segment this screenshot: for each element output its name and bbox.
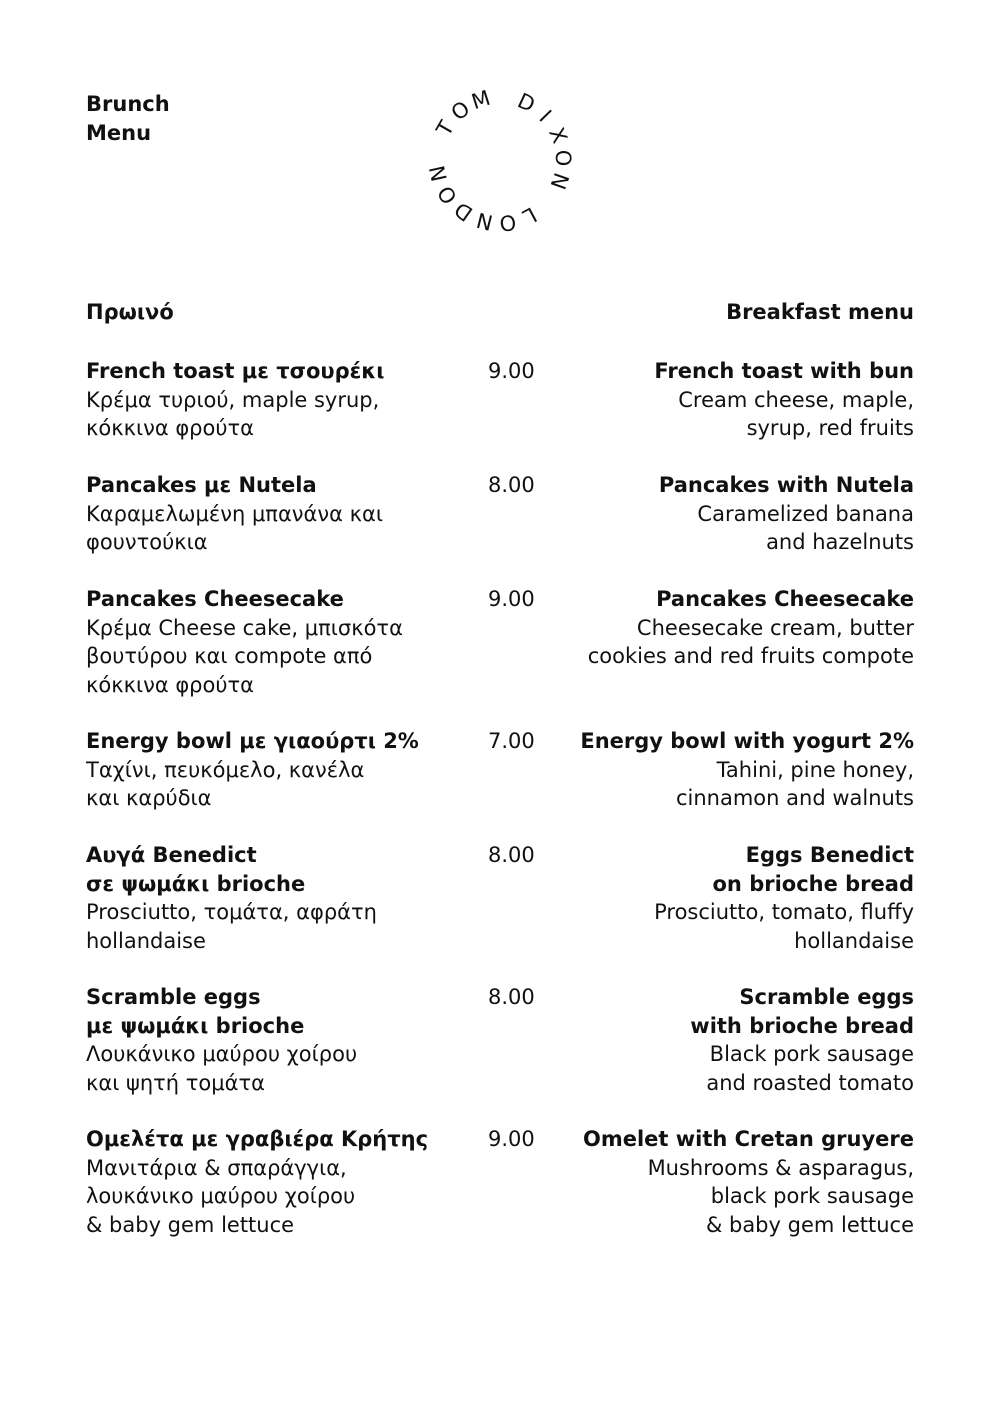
greek-item-description: Λουκάνικο μαύρου χοίρου [86, 1042, 358, 1066]
greek-item-description: λουκάνικο μαύρου χοίρου [86, 1184, 356, 1208]
english-item-description: Cream cheese, maple, [678, 387, 914, 412]
greek-item-name: με ψωμάκι brioche [86, 1013, 305, 1038]
english-item-description: black pork sausage [710, 1184, 914, 1208]
greek-item [86, 471, 466, 557]
english-item-description: syrup, red fruits [746, 416, 914, 440]
tom-dixon-london-logo [420, 80, 580, 240]
logo-letter: X [544, 124, 572, 147]
greek-item-description: Κρέμα τυριού, maple syrup, [86, 387, 380, 412]
greek-item-description: κόκκινα φρούτα [86, 416, 254, 440]
logo-letter: O [498, 209, 518, 236]
english-item [534, 1125, 914, 1239]
greek-item-description: Κρέμα Cheese cake, μπισκότα [86, 615, 403, 640]
greek-item [86, 357, 466, 443]
logo-letter: D [513, 88, 539, 118]
greek-item-description: Μανιτάρια & σπαράγγια, [86, 1155, 347, 1180]
greek-item-description: κόκκινα φρούτα [86, 672, 254, 697]
logo-letter: O [446, 96, 475, 126]
greek-item-name: Ομελέτα με γραβιέρα Κρήτης [86, 1127, 429, 1151]
logo-letter: M [468, 85, 494, 115]
english-item-name: Eggs Benedict [745, 843, 914, 867]
logo-letter: O [550, 149, 576, 167]
greek-item [86, 983, 466, 1097]
logo-letter: I [534, 105, 557, 127]
item-price: 9.00 [488, 359, 535, 383]
english-item-description: Tahini, pine honey, [716, 757, 914, 782]
greek-item [86, 727, 466, 813]
english-section-heading: Breakfast menu [726, 300, 914, 324]
logo-letter: D [450, 196, 478, 226]
greek-item-description: Καραμελωμένη μπανάνα και [86, 501, 383, 526]
greek-item [86, 1125, 466, 1239]
english-item-description: Prosciutto, tomato, fluffy [654, 900, 914, 924]
english-item-name: Scramble eggs [739, 985, 914, 1009]
greek-item-description: και ψητή τομάτα [86, 1070, 265, 1095]
logo-letter: N [474, 207, 496, 235]
english-item-description: & baby gem lettuce [705, 1212, 914, 1237]
greek-item-name: Pancakes Cheesecake [86, 587, 344, 611]
menu-title-line-1: Brunch [86, 92, 170, 116]
greek-item-name: σε ψωμάκι brioche [86, 871, 306, 896]
english-item-description: cookies and red fruits compote [587, 644, 914, 668]
logo-letter: N [425, 163, 452, 184]
logo-letter: L [518, 202, 541, 229]
greek-item-description: και καρύδια [86, 786, 212, 810]
english-item-name: Energy bowl with yogurt 2% [580, 729, 914, 753]
english-item-description: hollandaise [794, 928, 914, 953]
english-item [534, 727, 914, 813]
greek-item-description: Ταχίνι, πευκόμελο, κανέλα [86, 757, 365, 782]
english-item-name: Pancakes Cheesecake [656, 587, 914, 611]
item-price: 9.00 [488, 1127, 535, 1151]
greek-item-description: Prosciutto, τομάτα, αφράτη [86, 900, 377, 924]
greek-item-description: & baby gem lettuce [86, 1212, 295, 1237]
english-item-name: with brioche bread [690, 1013, 914, 1038]
item-price: 8.00 [488, 985, 535, 1009]
menu-title [86, 90, 170, 148]
item-price: 9.00 [488, 587, 535, 611]
english-item-name: Omelet with Cretan gruyere [582, 1127, 914, 1151]
greek-item-name: Αυγά Benedict [86, 843, 257, 867]
english-item-description: Cheesecake cream, butter [636, 615, 914, 640]
greek-item-name: Pancakes με Nutela [86, 473, 317, 497]
english-item [534, 841, 914, 955]
english-item-description: cinnamon and walnuts [675, 786, 914, 810]
menu-title-line-2: Menu [86, 121, 152, 145]
greek-item-description: hollandaise [86, 928, 206, 953]
greek-item-name: Scramble eggs [86, 985, 261, 1009]
item-price: 8.00 [488, 843, 535, 867]
greek-item-description: βουτύρου και compote από [86, 644, 373, 668]
english-item-description: and hazelnuts [766, 530, 914, 554]
english-item-description: Caramelized banana [697, 501, 914, 526]
logo-letter: T [431, 116, 460, 141]
logo-circular-text [425, 86, 575, 236]
logo-letter: N [545, 169, 574, 193]
english-item [534, 983, 914, 1097]
english-item-name: Pancakes with Nutela [658, 473, 914, 497]
english-item [534, 585, 914, 671]
english-item-description: Mushrooms & asparagus, [647, 1155, 914, 1180]
english-item [534, 471, 914, 557]
item-price: 7.00 [488, 729, 535, 753]
english-item-name: French toast with bun [654, 359, 914, 383]
item-price: 8.00 [488, 473, 535, 497]
english-item-description: Black pork sausage [709, 1042, 914, 1066]
greek-item [86, 841, 466, 955]
english-item [534, 357, 914, 443]
english-item-name: on brioche bread [712, 871, 914, 896]
english-item-description: and roasted tomato [706, 1070, 914, 1095]
greek-section-heading: Πρωινό [86, 300, 174, 324]
greek-item-description: φουντούκια [86, 530, 208, 554]
greek-item-name: French toast με τσουρέκι [86, 359, 385, 383]
greek-item-name: Energy bowl με γιαούρτι 2% [86, 729, 419, 753]
greek-item [86, 585, 466, 699]
logo-letter: O [432, 181, 463, 209]
